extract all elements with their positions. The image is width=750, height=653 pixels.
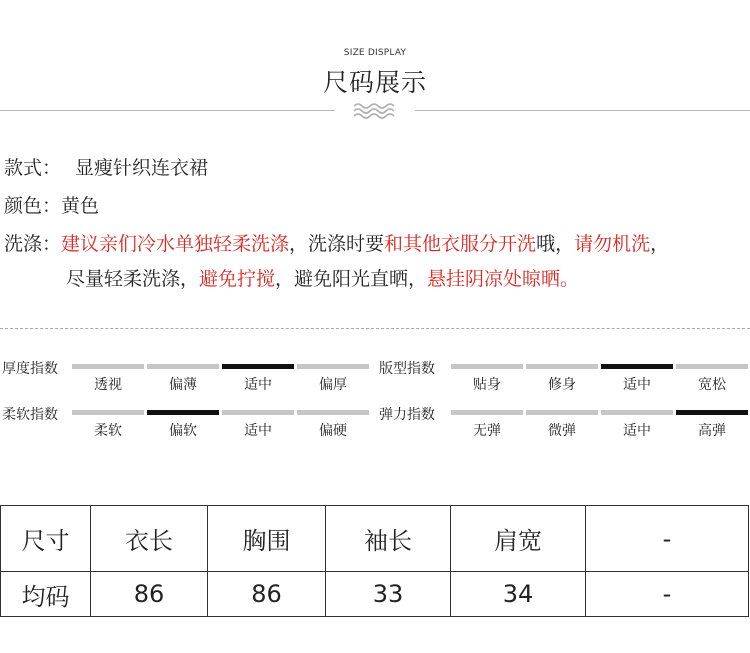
wash-line-2 — [66, 266, 579, 292]
wash-label: 洗涤： — [4, 233, 62, 255]
fit-option-2: 修身 — [548, 377, 576, 393]
elasticity-bar-3 — [601, 410, 673, 415]
fit-option-3: 适中 — [623, 377, 651, 393]
wash-line-1 — [4, 231, 669, 257]
wash-text-2: 哦， — [536, 233, 575, 255]
length-header-cell: 衣长 — [91, 506, 208, 572]
section-subtitle: SIZE DISPLAY — [343, 48, 407, 58]
wash-highlight-5: 悬挂阴凉处晾晒。 — [427, 268, 580, 290]
thickness-option-4: 偏厚 — [319, 377, 347, 393]
wave-icon — [352, 100, 396, 120]
thickness-index-label: 厚度指数 — [2, 361, 58, 377]
fit-bar-4 — [676, 364, 748, 369]
dashed-divider — [0, 328, 750, 329]
wash-text-3: ， — [650, 233, 670, 255]
color-line — [4, 193, 99, 219]
style-label: 款式： — [4, 157, 62, 179]
wash-highlight-3: 请勿机洗 — [574, 233, 651, 255]
fit-option-4: 宽松 — [698, 377, 726, 393]
elasticity-bar-1 — [451, 410, 523, 415]
thickness-bar-3 — [222, 364, 294, 369]
elasticity-option-3: 适中 — [623, 423, 651, 439]
softness-option-2: 偏软 — [169, 423, 197, 439]
shoulder-cell: 34 — [451, 572, 586, 617]
shoulder-header-cell: 肩宽 — [451, 506, 586, 572]
fit-bar-3 — [601, 364, 673, 369]
wash-highlight-1: 建议亲们冷水单独轻柔洗涤 — [61, 233, 290, 255]
color-value: 黄色 — [61, 195, 100, 217]
softness-index-label: 柔软指数 — [2, 407, 58, 423]
thickness-bar-4 — [297, 364, 369, 369]
fit-bar-2 — [526, 364, 598, 369]
softness-bar-1 — [72, 410, 144, 415]
thickness-option-2: 偏薄 — [169, 377, 197, 393]
style-line — [4, 155, 208, 181]
softness-bar-3 — [222, 410, 294, 415]
size-table — [0, 505, 749, 617]
bust-header-cell: 胸围 — [208, 506, 326, 572]
size-cell: 均码 — [1, 572, 91, 617]
fit-bar-1 — [451, 364, 523, 369]
size-header-cell: 尺寸 — [1, 506, 91, 572]
fit-index-label: 版型指数 — [379, 361, 435, 377]
softness-bar-4 — [297, 410, 369, 415]
wash-text-1: ，洗涤时要 — [289, 233, 385, 255]
thickness-option-1: 透视 — [94, 377, 122, 393]
elasticity-bar-4 — [676, 410, 748, 415]
thickness-bar-1 — [72, 364, 144, 369]
thickness-option-3: 适中 — [244, 377, 272, 393]
wash-text-5: ，避免阳光直晒， — [275, 268, 428, 290]
softness-bar-2 — [147, 410, 219, 415]
table-row — [1, 572, 749, 617]
bust-cell: 86 — [208, 572, 326, 617]
sleeve-cell: 33 — [326, 572, 451, 617]
size-table-header-row — [1, 506, 749, 572]
softness-option-3: 适中 — [244, 423, 272, 439]
elasticity-bar-2 — [526, 410, 598, 415]
wash-text-4: 尽量轻柔洗涤， — [66, 268, 200, 290]
elasticity-option-2: 微弹 — [548, 423, 576, 439]
fit-option-1: 贴身 — [473, 377, 501, 393]
elasticity-option-1: 无弹 — [473, 423, 501, 439]
elasticity-index-label: 弹力指数 — [379, 407, 435, 423]
wash-highlight-4: 避免拧搅 — [199, 268, 276, 290]
softness-option-1: 柔软 — [94, 423, 122, 439]
header-divider-right — [415, 110, 750, 111]
length-cell: 86 — [91, 572, 208, 617]
header-divider-left — [0, 110, 335, 111]
color-label: 颜色： — [4, 195, 62, 217]
style-value: 显瘦针织连衣裙 — [75, 157, 209, 179]
empty-header-cell: - — [586, 506, 749, 572]
softness-option-4: 偏硬 — [319, 423, 347, 439]
wash-highlight-2: 和其他衣服分开洗 — [384, 233, 537, 255]
empty-cell: - — [586, 572, 749, 617]
thickness-bar-2 — [147, 364, 219, 369]
sleeve-header-cell: 袖长 — [326, 506, 451, 572]
section-title: 尺码展示 — [322, 68, 427, 97]
elasticity-option-4: 高弹 — [698, 423, 726, 439]
